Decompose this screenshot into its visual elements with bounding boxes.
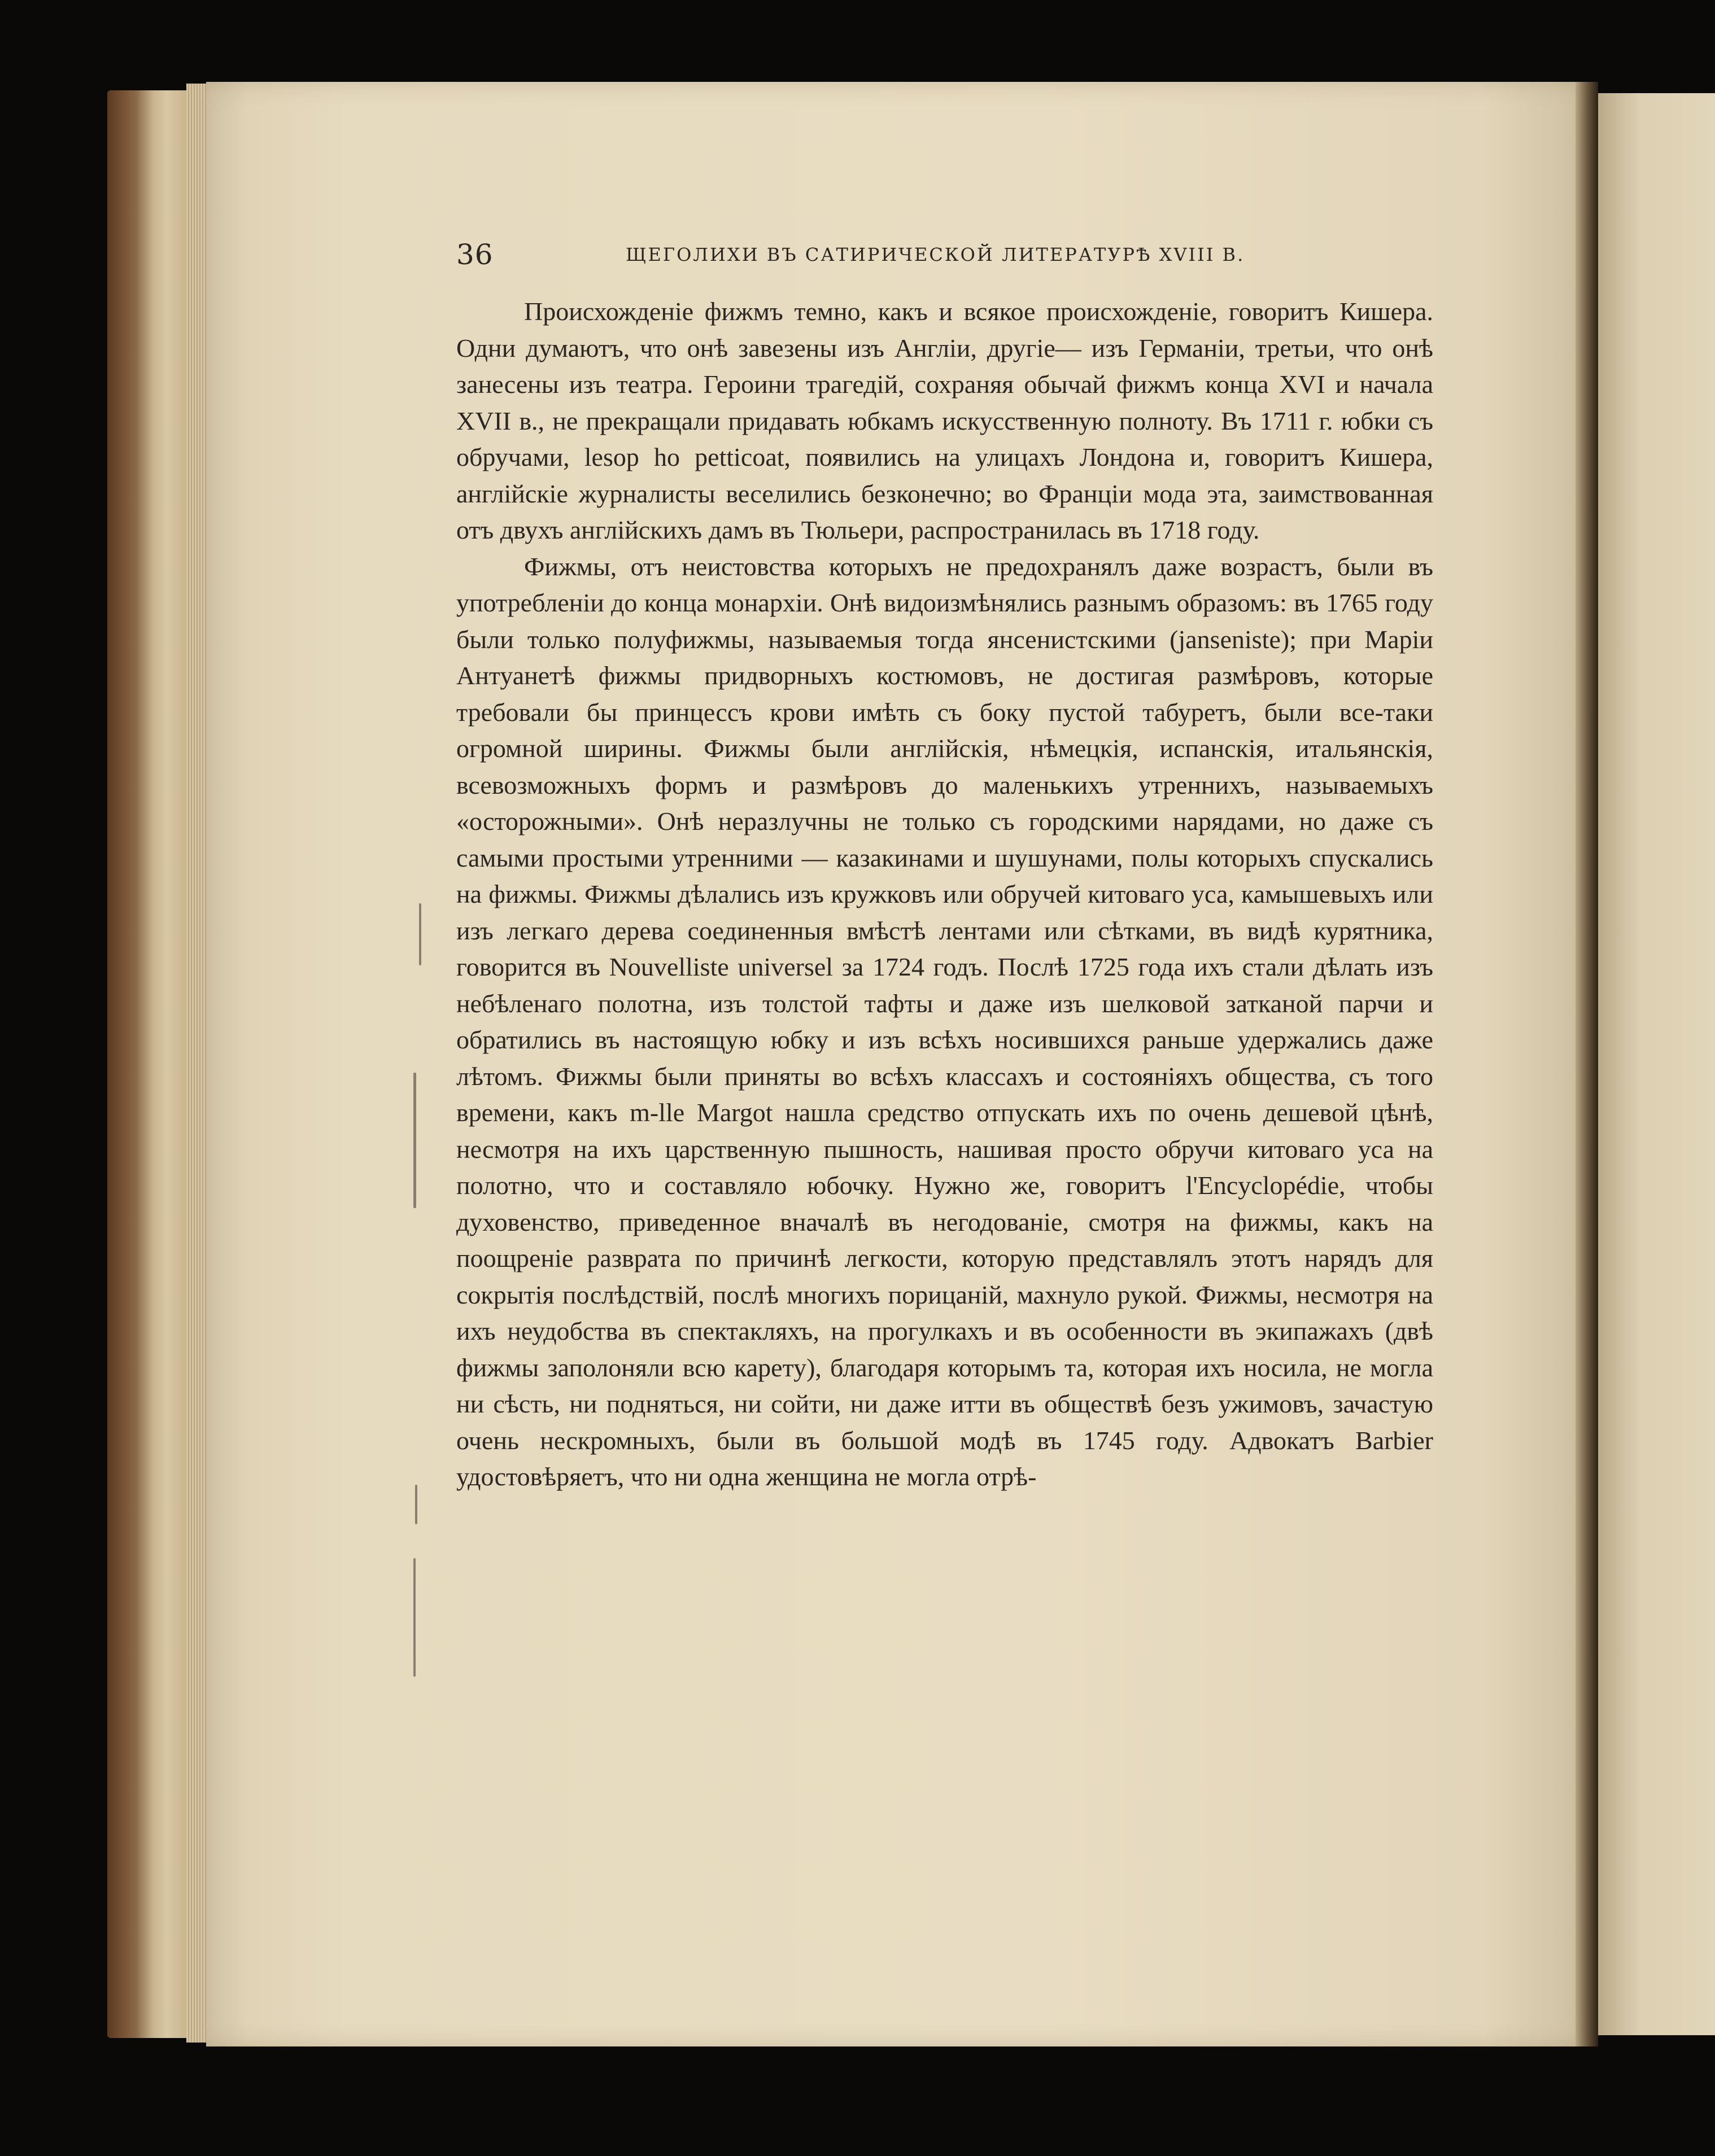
paragraph-1: Происхожденіе фижмъ темно, какъ и всякое происхожденіе, говоритъ Кишера. Одни думаютъ, что онѣ завезены изъ Англіи, другіе— изъ Германіи, третьи, что онѣ занесены изъ театра. Героини трагедій, сохраняя обычай фижмъ конца XVI и начала XVII в., не прекращали придавать юбкамъ искусственную полноту. Въ 1711 г. юбки съ обручами, lesop ho petticoat, появились на улицахъ Лондона и, говоритъ Кишера, англійскіе журналисты веселились безконечно; во Франціи мода эта, заимствованная отъ двухъ англійскихъ дамъ въ Тюльери, распространилась въ 1718 году. bbox=[456, 297, 1433, 544]
paragraph-2: Фижмы, отъ неистовства которыхъ не предохранялъ даже возрастъ, были въ употребленіи до конца монархіи. Онѣ видоизмѣнялись разнымъ образомъ: въ 1765 году были только полуфижмы, называемыя тогда янсенистскими (janseniste); при Маріи Антуанетѣ фижмы придворныхъ костюмовъ, не достигая размѣровъ, которые требовали бы принцессъ крови имѣть съ боку пустой табуретъ, были все-таки огромной ширины. Фижмы были англійскія, нѣмецкія, испанскія, итальянскія, всевозможныхъ формъ и размѣровъ до маленькихъ утреннихъ, называемыхъ «осторожными». Онѣ неразлучны не только съ городскими нарядами, но даже съ самыми простыми утренними — казакинами и шушунами, полы которыхъ спускались на фижмы. Фижмы дѣлались изъ кружковъ или обручей китоваго уса, камышевыхъ или изъ легкаго дерева соединенныя вмѣстѣ лентами или сѣтками, въ видѣ курятника, говорится въ Nouvelliste universel за 1724 годъ. Послѣ 1725 года ихъ стали дѣлать изъ небѣленаго полотна, изъ толстой тафты и даже изъ шелковой затканой парчи и обратились въ настоящую юбку и изъ всѣхъ носившихся раньше удержались даже лѣтомъ. Фижмы были приняты во всѣхъ классахъ и состояніяхъ общества, съ того времени, какъ m-lle Margot нашла средство отпускать ихъ по очень дешевой цѣнѣ, несмотря на ихъ царственную пышность, нашивая просто обручи китоваго уса на полотно, что и составляло юбочку. Нужно же, говоритъ l'Encyclopédie, чтобы духовенство, приведенное вначалѣ въ негодованіе, смотря на фижмы, какъ на поощреніе разврата по причинѣ легкости, которую представлялъ этотъ нарядъ для сокрытія послѣдствій, послѣ многихъ порицаній, махнуло рукой. Фижмы, несмотря на ихъ неудобства въ спектакляхъ, на прогулкахъ и въ особенности въ экипажахъ (двѣ фижмы заполоняли всю карету), благодаря которымъ та, которая ихъ носила, не могла ни сѣсть, ни подняться, ни сойти, ни даже итти въ обществѣ безъ ужимовъ, зачастую очень нескромныхъ, были въ большой модѣ въ 1745 году. Адвокатъ Barbier удостовѣряетъ, что ни одна женщина не могла отрѣ- bbox=[456, 552, 1433, 1491]
margin-pencil-mark bbox=[413, 1558, 416, 1677]
page-edges bbox=[186, 84, 209, 2043]
running-title: ЩЕГОЛИХИ ВЪ САТИРИЧЕСКОЙ ЛИТЕРАТУРѢ XVIII В. bbox=[626, 244, 1245, 265]
margin-pencil-mark bbox=[415, 1485, 417, 1524]
running-header bbox=[456, 238, 1439, 272]
facing-page-edge bbox=[1598, 93, 1715, 2035]
margin-pencil-mark bbox=[419, 903, 421, 965]
body-text bbox=[456, 294, 1433, 1495]
margin-pencil-mark bbox=[413, 1073, 416, 1208]
book-gutter bbox=[1576, 82, 1598, 2046]
page-number: 36 bbox=[456, 238, 494, 271]
